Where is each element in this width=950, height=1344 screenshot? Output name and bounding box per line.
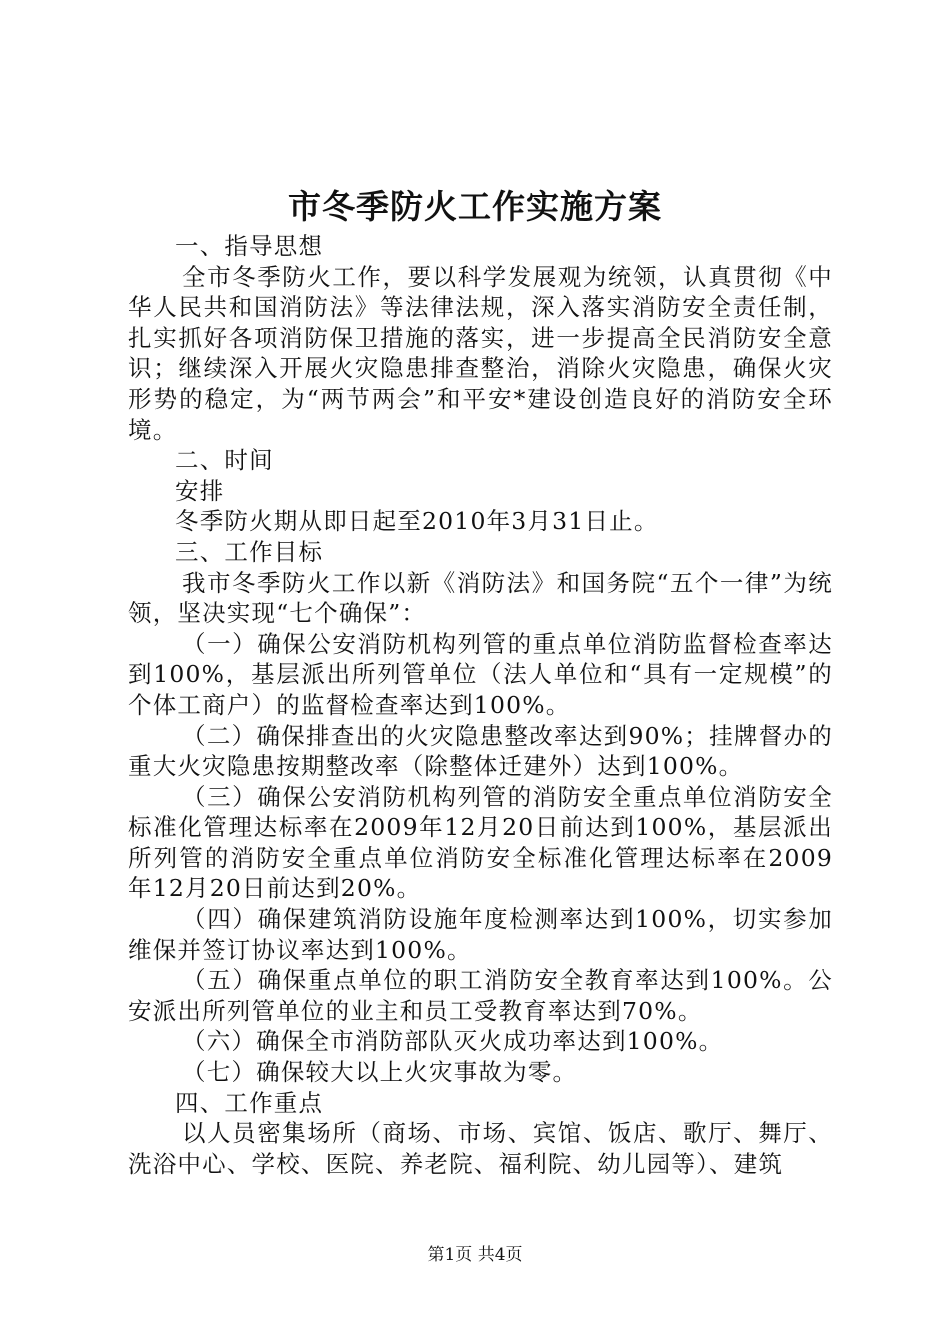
goal-item-3: （三）确保公安消防机构列管的消防安全重点单位消防安全标准化管理达标率在2009年12月20日前达到100%，基层派出所列管的消防安全重点单位消防安全标准化管理达标率在2009年12月20日前达到20%。 bbox=[128, 782, 833, 903]
page-footer: 第1页 共4页 bbox=[427, 1245, 523, 1265]
section-heading-work-focus: 四、工作重点 bbox=[175, 1088, 324, 1117]
goal-item-7: （七）确保较大以上火灾事故为零。 bbox=[182, 1058, 578, 1087]
document-title: 市冬季防火工作实施方案 bbox=[288, 187, 662, 226]
goal-item-2: （二）确保排查出的火灾隐患整改率达到90%；挂牌督办的重大火灾隐患按期整改率（除整体迁建外）达到100%。 bbox=[128, 721, 833, 781]
paragraph-work-focus: 以人员密集场所（商场、市场、宾馆、饭店、歌厅、舞厅、洗浴中心、学校、医院、养老院、福利院、幼儿园等）、建筑 bbox=[128, 1119, 833, 1178]
goal-item-6: （六）确保全市消防部队灭火成功率达到100%。 bbox=[182, 1027, 724, 1056]
document-body bbox=[128, 231, 833, 1179]
paragraph-goals-intro: 我市冬季防火工作以新《消防法》和国务院“五个一律”为统领，坚决实现“七个确保”： bbox=[128, 568, 833, 628]
paragraph-guiding-ideology: 全市冬季防火工作，要以科学发展观为统领，认真贯彻《中华人民共和国消防法》等法律法规，深入落实消防安全责任制，扎实抓好各项消防保卫措施的落实，进一步提高全民消防安全意识；继续深入开展火灾隐患排查整治，消除火灾隐患，确保火灾形势的稳定，为“两节两会”和平安*建设创造良好的消防安全环境。 bbox=[128, 262, 833, 444]
paragraph-time-period: 冬季防火期从即日起至2010年3月31日止。 bbox=[175, 507, 659, 536]
section-heading-arrangement: 安排 bbox=[175, 476, 225, 505]
goal-item-4: （四）确保建筑消防设施年度检测率达到100%，切实参加维保并签订协议率达到100%。 bbox=[128, 905, 833, 964]
section-heading-time: 二、时间 bbox=[175, 446, 274, 475]
goal-item-1: （一）确保公安消防机构列管的重点单位消防监督检查率达到100%，基层派出所列管单位（法人单位和“具有一定规模”的个体工商户）的监督检查率达到100%。 bbox=[128, 629, 833, 719]
section-heading-goals: 三、工作目标 bbox=[175, 537, 324, 566]
section-heading-guiding-ideology: 一、指导思想 bbox=[175, 232, 324, 260]
goal-item-5: （五）确保重点单位的职工消防安全教育率达到100%。公安派出所列管单位的业主和员工受教育率达到70%。 bbox=[128, 966, 833, 1025]
